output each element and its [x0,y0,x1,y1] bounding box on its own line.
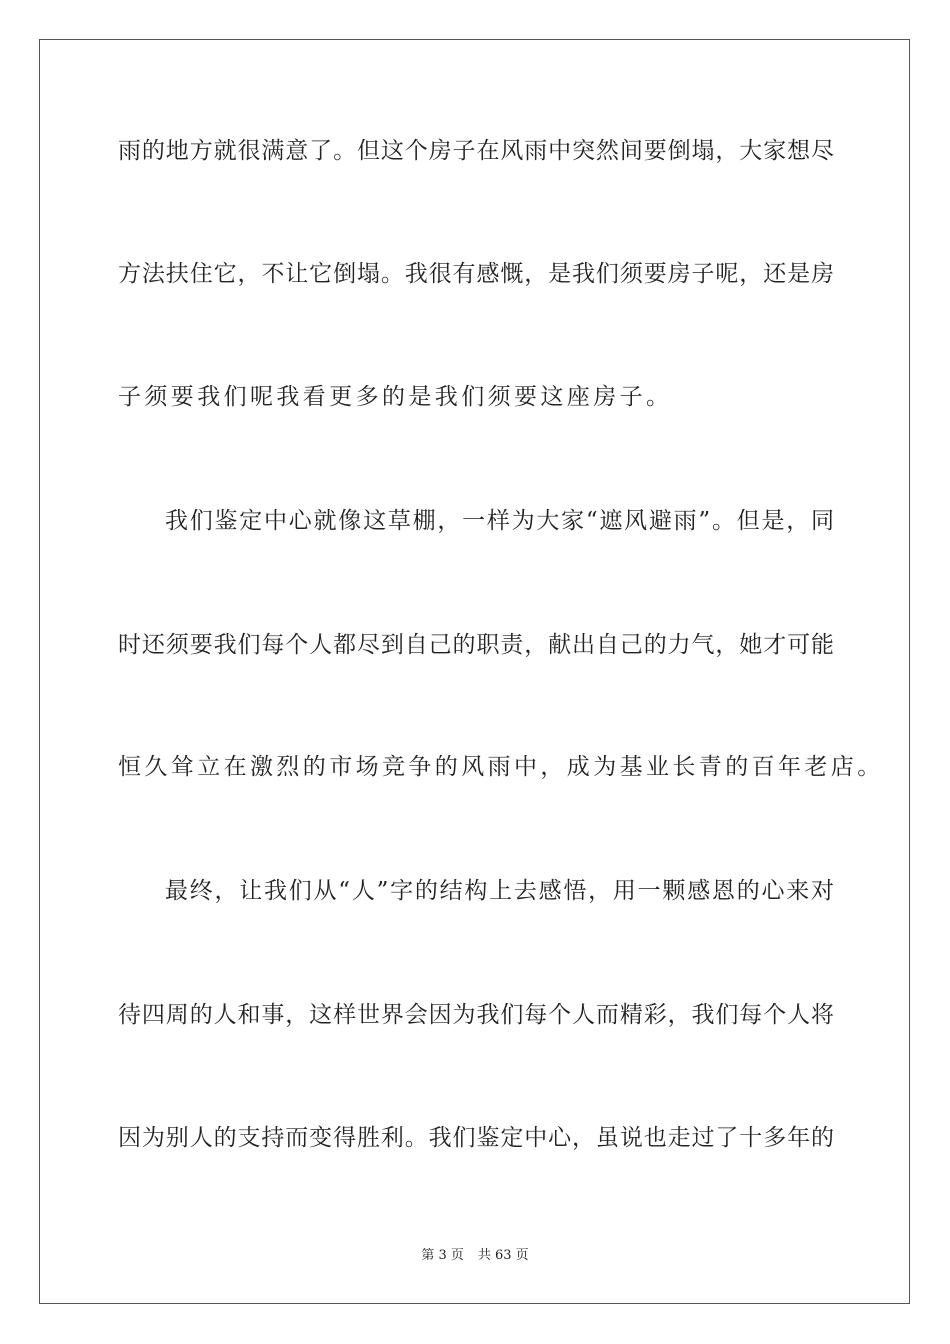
total-pages: 共 63 页 [477,1248,529,1263]
body-text-line: 恒久耸立在激烈的市场竞争的风雨中，成为基业长青的百年老店。 [118,754,884,780]
body-text-line: 待四周的人和事，这样世界会因为我们每个人而精彩，我们每个人将 [118,1002,834,1028]
body-text-line: 时还须要我们每个人都尽到自己的职责，献出自己的力气，她才可能 [118,632,834,658]
paragraph-start-line: 最终，让我们从“人”字的结构上去感悟，用一颗感恩的心来对 [165,878,834,904]
body-text-line: 因为别人的支持而变得胜利。我们鉴定中心，虽说也走过了十多年的 [118,1125,834,1151]
page-number: 第 3 页 [421,1248,464,1263]
body-text-line: 子须要我们呢我看更多的是我们须要这座房子。 [118,384,673,410]
body-text-line: 雨的地方就很满意了。但这个房子在风雨中突然间要倒塌，大家想尽 [118,138,834,164]
body-text-line: 方法扶住它，不让它倒塌。我很有感慨，是我们须要房子呢，还是房 [118,261,834,287]
paragraph-start-line: 我们鉴定中心就像这草棚，一样为大家“遮风避雨”。但是，同 [165,508,834,534]
page-footer [0,1247,950,1265]
page-border [39,39,910,1304]
